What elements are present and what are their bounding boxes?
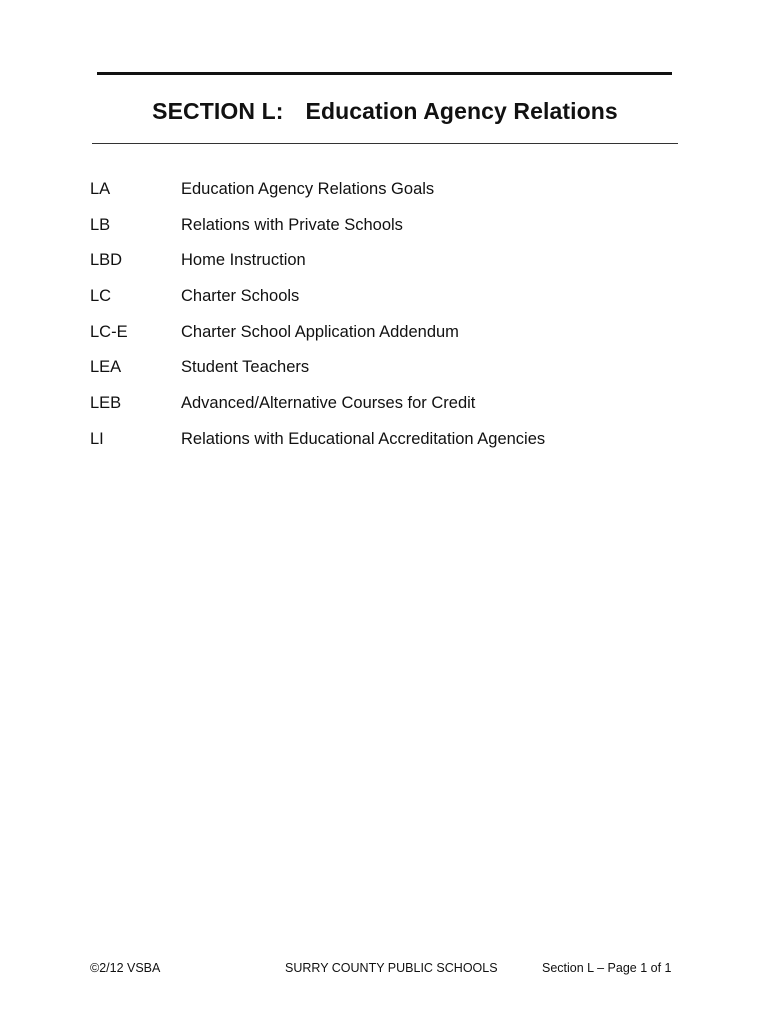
header-divider <box>92 143 678 144</box>
policy-code: LB <box>90 215 111 234</box>
footer-page-number: Section L – Page 1 of 1 <box>542 961 672 975</box>
policy-row <box>90 358 710 394</box>
policy-title: Education Agency Relations Goals <box>181 180 435 198</box>
policy-title: Home Instruction <box>181 251 306 270</box>
policy-row <box>90 394 710 430</box>
policy-title: Charter Schools <box>181 287 300 306</box>
section-code: SECTION L: <box>152 98 284 124</box>
policy-code: LEA <box>90 358 122 377</box>
policy-code: LC-E <box>90 322 128 341</box>
policy-title: Advanced/Alternative Courses for Credit <box>181 394 476 413</box>
policy-row <box>90 323 710 359</box>
policy-code: LBD <box>90 251 123 270</box>
policy-title: Charter School Application Addendum <box>181 322 459 341</box>
footer-copyright: ©2/12 VSBA <box>90 961 161 975</box>
policy-row <box>90 430 710 466</box>
section-title: Education Agency Relations <box>305 98 618 124</box>
policy-code: LA <box>90 180 111 198</box>
policy-title: Student Teachers <box>181 358 310 377</box>
policy-row <box>90 251 710 287</box>
top-heavy-rule <box>97 72 672 75</box>
policy-index-list <box>90 180 710 466</box>
policy-row <box>90 287 710 323</box>
policy-title: Relations with Educational Accreditation Agencies <box>181 429 546 448</box>
footer-school-name: SURRY COUNTY PUBLIC SCHOOLS <box>285 961 498 975</box>
section-heading <box>0 98 770 125</box>
policy-code: LI <box>90 429 104 448</box>
policy-code: LEB <box>90 394 122 413</box>
policy-row <box>90 216 710 252</box>
policy-row <box>90 180 710 216</box>
policy-code: LC <box>90 287 112 306</box>
policy-title: Relations with Private Schools <box>181 215 403 234</box>
